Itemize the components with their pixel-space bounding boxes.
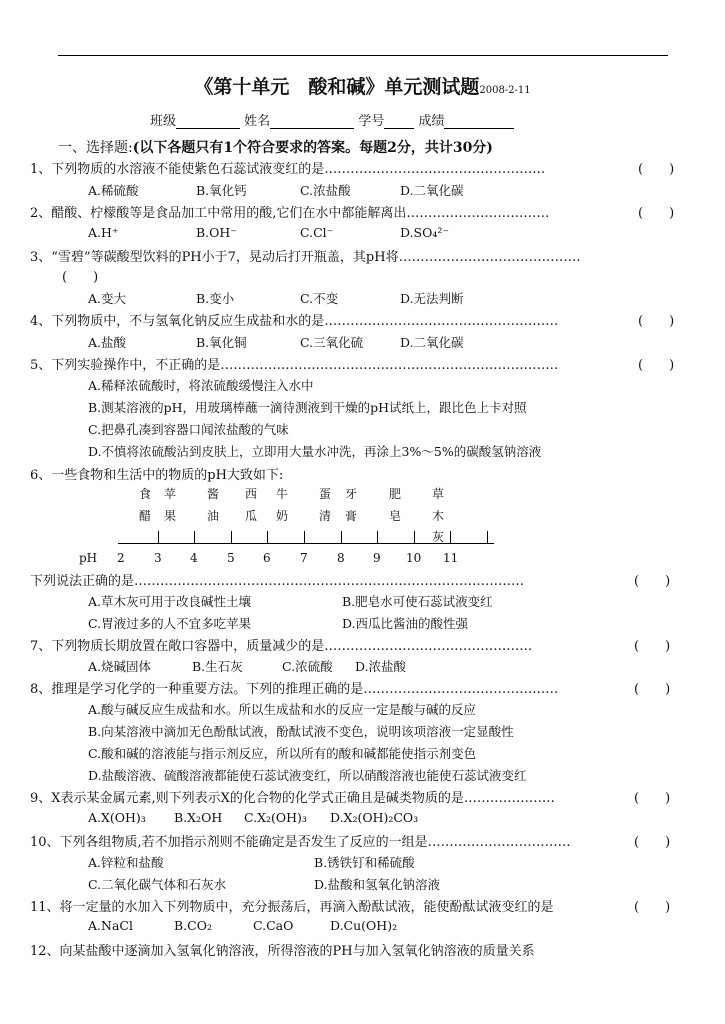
q10-option-b[interactable]: B.锈铁钉和稀硫酸 — [314, 855, 415, 870]
food-soysauce-2: 油 — [207, 509, 220, 523]
q3-answer-paren[interactable]: ( ) — [62, 270, 99, 285]
section-desc: (以下各题只有1个符合要求的答案。每题2分，共计30分) — [132, 140, 493, 156]
score-blank[interactable] — [444, 116, 514, 129]
q3-option-d[interactable]: D.无法判断 — [400, 291, 464, 306]
q5-stem: 5、下列实验操作中，不正确的是…………………………………………………………………… — [30, 358, 559, 373]
name-blank[interactable] — [270, 116, 354, 129]
q8-option-b[interactable]: B.向某溶液中滴加无色酚酞试液，酚酞试液不变色，说明该项溶液一定显酸性 — [88, 724, 514, 739]
q10-option-d[interactable]: D.盐酸和氢氧化钠溶液 — [314, 877, 441, 892]
q8-answer-paren[interactable]: ( ) — [634, 682, 671, 697]
q10-answer-paren[interactable]: ( ) — [634, 835, 671, 850]
class-blank[interactable] — [176, 116, 240, 129]
title-text: 《第十单元 酸和碱》单元测试题 — [194, 76, 480, 98]
q11-answer-paren[interactable]: ( ) — [634, 900, 671, 915]
ph-num-6: 6 — [263, 551, 271, 565]
q1-stem: 1、下列物质的水溶液不能使紫色石蕊试液变红的是…………………………………………… — [30, 162, 546, 177]
ph-label: pH — [79, 551, 98, 565]
food-toothpaste-2: 膏 — [345, 509, 358, 523]
food-apple-2: 果 — [164, 509, 177, 523]
q2-stem: 2、醋酸、柠檬酸等是食品加工中常用的酸,它们在水中都能解离出…………………………… — [30, 206, 550, 221]
q8-stem: 8、推理是学习化学的一种重要方法。下列的推理正确的是……………………………………… — [30, 682, 559, 697]
q10-option-a[interactable]: A.锌粒和盐酸 — [88, 855, 164, 870]
q11-option-c[interactable]: C.CaO — [253, 918, 294, 933]
ph-num-5: 5 — [227, 551, 235, 565]
q7-option-a[interactable]: A.烧碱固体 — [88, 659, 152, 674]
q9-option-b[interactable]: B.X₂OH — [174, 810, 223, 825]
ph-tick-9 — [377, 531, 378, 543]
ph-num-7: 7 — [300, 551, 308, 565]
q3-option-a[interactable]: A.变大 — [88, 291, 127, 306]
q6-option-d[interactable]: D.西瓜比酱油的酸性强 — [342, 616, 469, 631]
q2-option-d[interactable]: D.SO₄²⁻ — [400, 225, 449, 240]
q1-option-b[interactable]: B.氧化钙 — [196, 183, 247, 198]
q6-option-a[interactable]: A.草木灰可用于改良碱性土壤 — [88, 594, 252, 609]
q4-option-d[interactable]: D.二氧化碳 — [400, 335, 464, 350]
name-label: 姓名 — [244, 114, 271, 129]
food-ash-3: 灰 — [432, 530, 445, 544]
q8-option-d[interactable]: D.盐酸溶液、硫酸溶液都能使石蕊试液变红，所以硝酸溶液也能使石蕊试液变红 — [88, 768, 527, 783]
class-label: 班级 — [150, 114, 177, 129]
q8-option-c[interactable]: C.酸和碱的溶液能与指示剂反应，所以所有的酸和碱都能使指示剂变色 — [88, 746, 477, 761]
ph-tick-5 — [231, 531, 232, 543]
ph-num-8: 8 — [337, 551, 345, 565]
q2-answer-paren[interactable]: ( ) — [638, 206, 675, 221]
q11-option-d[interactable]: D.Cu(OH)₂ — [330, 918, 398, 933]
ph-tick-10 — [414, 531, 415, 543]
ph-num-2: 2 — [117, 551, 125, 565]
ph-tick-4 — [194, 531, 195, 543]
q4-answer-paren[interactable]: ( ) — [638, 314, 675, 329]
q7-option-c[interactable]: C.浓硫酸 — [282, 659, 333, 674]
q9-option-c[interactable]: C.X₂(OH)₃ — [244, 810, 307, 825]
q12-stem: 12、向某盐酸中逐滴加入氢氧化钠溶液，所得溶液的PH与加入氢氧化钠溶液的质量关系 — [30, 944, 535, 959]
ph-num-3: 3 — [154, 551, 162, 565]
ph-scale-axis — [118, 543, 494, 544]
q5-option-a[interactable]: A.稀释浓硫酸时，将浓硫酸缓慢注入水中 — [88, 378, 314, 393]
q1-answer-paren[interactable]: ( ) — [638, 162, 675, 177]
q10-option-c[interactable]: C.二氧化碳气体和石灰水 — [88, 877, 227, 892]
q7-answer-paren[interactable]: ( ) — [634, 639, 671, 654]
q11-option-a[interactable]: A.NaCl — [88, 918, 133, 933]
q6-option-b[interactable]: B.肥皂水可使石蕊试液变红 — [342, 594, 493, 609]
q4-option-c[interactable]: C.三氧化硫 — [300, 335, 364, 350]
id-label: 学号 — [358, 114, 385, 129]
q5-answer-paren[interactable]: ( ) — [638, 358, 675, 373]
q4-stem: 4、下列物质中，不与氢氧化钠反应生成盐和水的是……………………………………………… — [30, 314, 559, 329]
q9-option-a[interactable]: A.X(OH)₃ — [88, 810, 146, 825]
q9-option-d[interactable]: D.X₂(OH)₂CO₃ — [330, 810, 419, 825]
section-heading — [58, 137, 493, 157]
ph-tick-6 — [267, 531, 268, 543]
ph-tick-3 — [158, 531, 159, 543]
food-milk-2: 奶 — [276, 509, 289, 523]
ph-num-4: 4 — [190, 551, 198, 565]
q5-option-c[interactable]: C.把鼻孔凑到容器口闻浓盐酸的气味 — [88, 422, 289, 437]
q11-stem: 11、将一定量的水加入下列物质中，充分振荡后，再滴入酚酞试液，能使酚酞试液变红的是 — [30, 900, 554, 915]
q10-stem: 10、下列各组物质,若不加指示剂则不能确定是否发生了反应的一组是…………………………… — [30, 835, 571, 850]
food-soysauce-1: 酱 — [207, 487, 220, 501]
ph-num-10: 10 — [406, 551, 422, 565]
id-blank[interactable] — [384, 116, 414, 129]
q1-option-a[interactable]: A.稀硫酸 — [88, 183, 139, 198]
page-title — [0, 72, 725, 99]
ph-tick-12 — [487, 531, 488, 543]
q3-option-b[interactable]: B.变小 — [196, 291, 235, 306]
top-rule — [58, 55, 668, 56]
q7-stem: 7、下列物质长期放置在敞口容器中，质量减少的是………………………………………… — [30, 639, 533, 654]
food-vinegar-1: 食 — [139, 487, 152, 501]
q11-option-b[interactable]: B.CO₂ — [174, 918, 212, 933]
student-info-row — [150, 110, 514, 129]
food-ash-2: 木 — [432, 509, 445, 523]
ph-num-9: 9 — [373, 551, 381, 565]
food-watermelon-1: 西 — [245, 487, 258, 501]
food-eggwhite-1: 蛋 — [319, 487, 332, 501]
q5-option-b[interactable]: B.测某溶液的pH，用玻璃棒蘸一滴待测液到干燥的pH试纸上，跟比色上卡对照 — [88, 400, 527, 415]
q5-option-d[interactable]: D.不慎将浓硫酸沾到皮肤上，立即用大量水冲洗，再涂上3%～5%的碳酸氢钠溶液 — [88, 444, 542, 459]
food-soap-2: 皂 — [389, 509, 402, 523]
ph-tick-8 — [341, 531, 342, 543]
q7-option-b[interactable]: B.生石灰 — [192, 659, 243, 674]
q6-question: 下列说法正确的是……………………………………………………………………………… — [30, 574, 525, 589]
q6-option-c[interactable]: C.胃液过多的人不宜多吃苹果 — [88, 616, 252, 631]
q8-option-a[interactable]: A.酸与碱反应生成盐和水。所以生成盐和水的反应一定是酸与碱的反应 — [88, 702, 477, 717]
q2-option-c[interactable]: C.Cl⁻ — [300, 225, 334, 240]
q2-option-a[interactable]: A.H⁺ — [88, 225, 119, 240]
ph-tick-11 — [450, 531, 451, 543]
section-label: 一、选择题: — [58, 140, 133, 156]
food-toothpaste-1: 牙 — [345, 487, 358, 501]
food-vinegar-2: 醋 — [139, 509, 152, 523]
food-apple-1: 苹 — [164, 487, 177, 501]
q2-option-b[interactable]: B.OH⁻ — [196, 225, 237, 240]
q3-stem: 3、“雪碧”等碳酸型饮料的PH小于7，晃动后打开瓶盖，其pH将…………………………………… — [30, 250, 581, 265]
food-ash-1: 草 — [432, 487, 445, 501]
q6-stem: 6、一些食物和生活中的物质的pH大致如下: — [30, 468, 284, 483]
q9-stem: 9、X表示某金属元素,则下列表示X的化合物的化学式正确且是碱类物质的是………………… — [30, 791, 555, 806]
q7-option-d[interactable]: D.浓盐酸 — [355, 659, 407, 674]
food-milk-1: 牛 — [276, 487, 289, 501]
q3-option-c[interactable]: C.不变 — [300, 291, 339, 306]
title-date: 2008-2-11 — [479, 85, 531, 96]
food-watermelon-2: 瓜 — [245, 509, 258, 523]
food-soap-1: 肥 — [389, 487, 402, 501]
ph-tick-7 — [304, 531, 305, 543]
food-eggwhite-2: 清 — [319, 509, 332, 523]
q4-option-a[interactable]: A.盐酸 — [88, 335, 127, 350]
q9-answer-paren[interactable]: ( ) — [634, 791, 671, 806]
score-label: 成绩 — [418, 114, 445, 129]
q1-option-d[interactable]: D.二氧化碳 — [400, 183, 464, 198]
q4-option-b[interactable]: B.氧化铜 — [196, 335, 247, 350]
q1-option-c[interactable]: C.浓盐酸 — [300, 183, 351, 198]
q6-answer-paren[interactable]: ( ) — [634, 574, 671, 589]
ph-num-11: 11 — [443, 551, 459, 565]
